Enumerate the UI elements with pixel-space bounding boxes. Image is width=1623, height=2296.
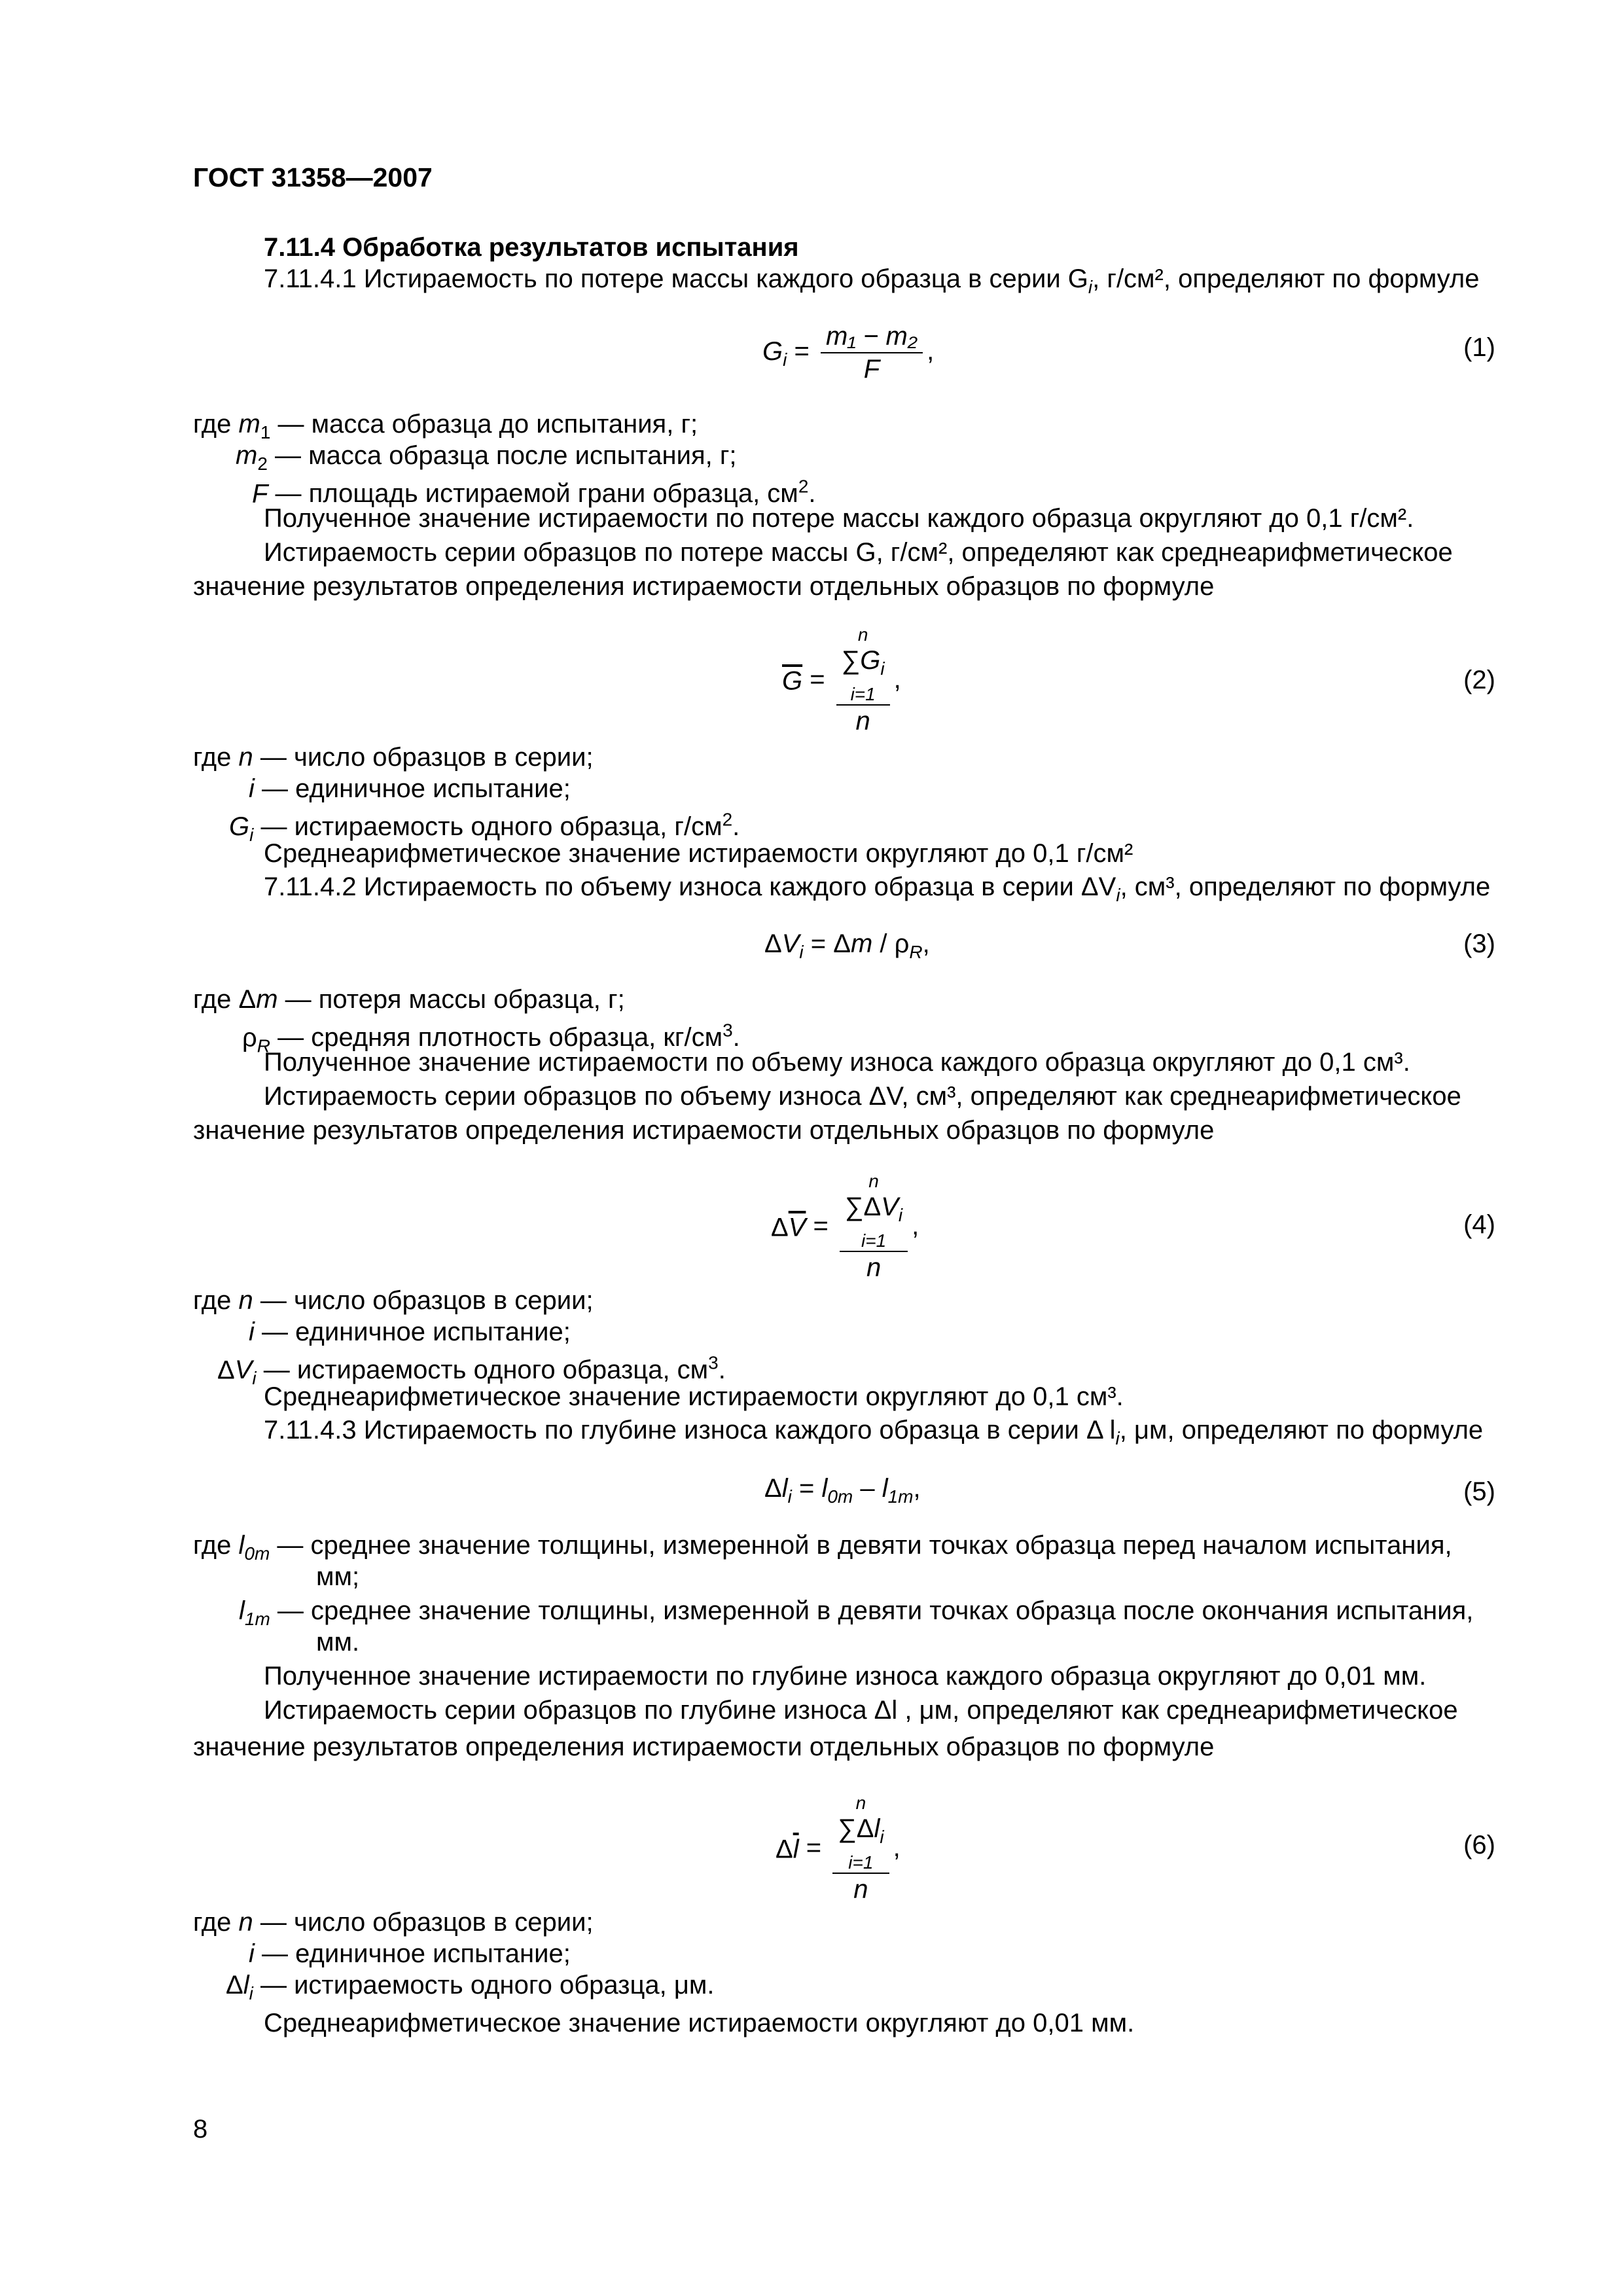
formula-4-number: (4) xyxy=(1463,1210,1495,1239)
paragraph-p8: Среднеарифметическое значение истираемости округляют до 0,1 см³. xyxy=(264,1382,1124,1411)
where-2-n: где n — число образцов в серии; xyxy=(193,743,594,772)
paragraph-p7a: Истираемость серии образцов по объему износа ΔV, см³, определяют как среднеарифметическое xyxy=(264,1082,1461,1111)
where-1-m2: $m_2$ — масса образца после испытания, г; xyxy=(236,441,737,474)
paragraph-p7b: значение результатов определения истираемости отдельных образцов по формуле xyxy=(193,1116,1215,1145)
formula-5-number: (5) xyxy=(1463,1477,1495,1506)
paragraph-7-11-4-2: 7.11.4.2 Истираемость по объему износа каждого образца в серии $\Delta V_i$, см³, определяют по формуле xyxy=(264,872,1491,905)
where-5-l1m-unit: мм. xyxy=(316,1628,360,1657)
formula-6: $\Delta\overline{l}$ = n $\sum\Delta l_i$ i=1 n , xyxy=(776,1793,901,1904)
paragraph-p11a: Истираемость серии образцов по глубине износа Δl , μм, определяют как среднеарифметическое xyxy=(264,1696,1458,1725)
paragraph-p4: Среднеарифметическое значение истираемости округляют до 0,1 г/см² xyxy=(264,839,1133,868)
paragraph-p10: Полученное значение истираемости по глубине износа каждого образца округляют до 0,01 мм. xyxy=(264,1662,1427,1691)
where-6-i: i — единичное испытание; xyxy=(249,1939,571,1968)
paragraph-7-11-4-3: 7.11.4.3 Истираемость по глубине износа каждого образца в серии Δ $l_i$, μм, определяют по формуле xyxy=(264,1416,1484,1448)
where-2-G: $G_i$ — истираемость одного образца, $г/см^2$. xyxy=(229,810,740,846)
where-5-l0m-unit: мм; xyxy=(316,1562,360,1591)
formula-4: $\Delta\overline{V}$ = n $\sum\Delta V_i$ i=1 n , xyxy=(771,1171,919,1282)
where-4-dV: $\Delta V_i$ — истираемость одного образца, $см^3$. xyxy=(217,1353,726,1389)
formula-3-number: (3) xyxy=(1463,929,1495,958)
formula-1: $G_i$ = $\frac{\text{m₁ − m₂}}{F}$ , xyxy=(762,322,935,384)
where-5-l0m: где $l_{0m}$ — среднее значение толщины, измеренной в девяти точках образца перед началом испытания, xyxy=(193,1531,1452,1564)
document-header: ГОСТ 31358—2007 xyxy=(193,162,433,192)
where-3-rho: $\rho_R$ — средняя плотность образца, $кг/см^3$. xyxy=(242,1020,740,1056)
where-4-i: i — единичное испытание; xyxy=(249,1318,571,1346)
where-3-dm: где Δm — потеря массы образца, г; xyxy=(193,985,625,1014)
where-4-n: где n — число образцов в серии; xyxy=(193,1286,594,1315)
where-1-F: F — площадь истираемой грани образца, $см^2$. xyxy=(252,476,816,509)
formula-1-number: (1) xyxy=(1463,333,1495,362)
where-5-l1m: $l_{1m}$ — среднее значение толщины, измеренной в девяти точках образца после окончания испытания, xyxy=(239,1596,1474,1629)
formula-2: $\overline{G}$ = n $\sum G_i$ i=1 n , xyxy=(782,624,901,736)
paragraph-p2: Полученное значение истираемости по потере массы каждого образца округляют до 0,1 г/см². xyxy=(264,504,1414,533)
formula-3: $\Delta V_i = \Delta m / \rho_R$, xyxy=(764,929,930,962)
where-6-dl: $\Delta l_i$ — истираемость одного образца, μм. xyxy=(226,1971,715,2003)
paragraph-p3b: значение результатов определения истираемости отдельных образцов по формуле xyxy=(193,572,1215,601)
paragraph-p6: Полученное значение истираемости по объему износа каждого образца округляют до 0,1 см³. xyxy=(264,1048,1410,1077)
formula-5: $\Delta l_i = l_{0m} - l_{1m}$, xyxy=(764,1474,921,1507)
formula-6-number: (6) xyxy=(1463,1831,1495,1859)
section-title: 7.11.4 Обработка результатов испытания xyxy=(264,233,799,262)
where-2-i: i — единичное испытание; xyxy=(249,774,571,803)
paragraph-p12: Среднеарифметическое значение истираемости округляют до 0,01 мм. xyxy=(264,2009,1135,2037)
paragraph-p11b: значение результатов определения истираемости отдельных образцов по формуле xyxy=(193,1732,1215,1761)
paragraph-7-11-4-1: 7.11.4.1 Истираемость по потере массы каждого образца в серии $G_i$, г/см², определяют по формуле xyxy=(264,264,1480,297)
paragraph-p3a: Истираемость серии образцов по потере массы G, г/см², определяют как среднеарифметическое xyxy=(264,538,1453,567)
where-1-m1: где $m_1$ — масса образца до испытания, г; xyxy=(193,410,698,442)
page-number: 8 xyxy=(193,2115,208,2144)
where-6-n: где n — число образцов в серии; xyxy=(193,1908,594,1937)
formula-2-number: (2) xyxy=(1463,666,1495,694)
